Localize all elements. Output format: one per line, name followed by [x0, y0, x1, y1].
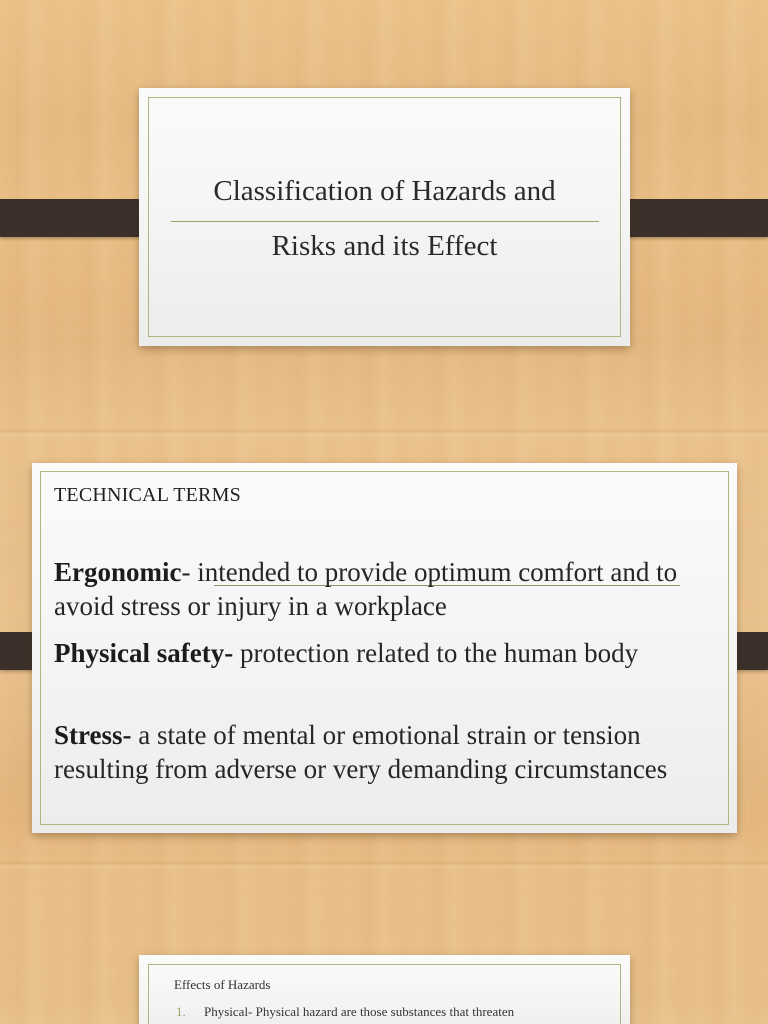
slide-heading: Effects of Hazards [174, 977, 271, 992]
term-physical-safety [54, 636, 714, 670]
slide-title-line-2: Risks and its Effect [271, 230, 498, 262]
term-label: Physical safety- [54, 638, 234, 668]
term-label: Ergonomic [54, 557, 182, 587]
term-stress [54, 718, 714, 786]
list-item-text: Physical- Physical hazard are those substances that threaten [204, 1004, 515, 1019]
wood-seam [0, 430, 768, 436]
term-definition: a state of mental or emotional strain or tension resulting from adverse or very demanding circumstances [54, 720, 668, 784]
slide-heading: TECHNICAL TERMS [54, 484, 241, 506]
slide-title-line-1: Classification of Hazards and [213, 175, 556, 207]
term-ergonomic [54, 555, 714, 623]
right-decor-bar [613, 199, 768, 237]
wood-seam [0, 862, 768, 868]
slide-frame [148, 97, 621, 337]
title-slide [139, 88, 630, 346]
term-definition: protection related to the human body [233, 638, 639, 668]
term-definition: - intended to provide optimum comfort and to avoid stress or injury in a workplace [54, 557, 678, 621]
term-label: Stress- [54, 720, 132, 750]
left-decor-bar [0, 199, 156, 237]
title-divider [171, 221, 599, 222]
list-number: 1. [176, 1004, 186, 1019]
